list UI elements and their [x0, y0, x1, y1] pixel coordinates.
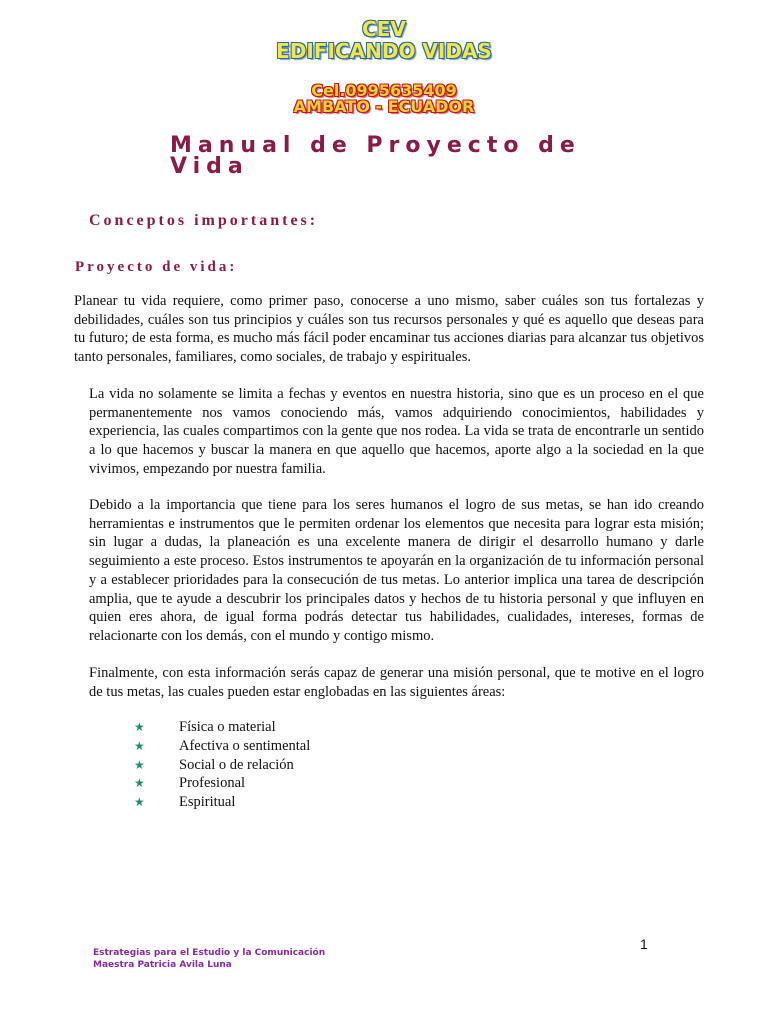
page-number: 1 — [640, 936, 648, 952]
list-item-label: Profesional — [179, 775, 246, 792]
star-icon: ★ — [134, 757, 145, 772]
contact-location: AMBATO - ECUADOR — [293, 97, 475, 116]
document-title-second-line: Vida — [170, 154, 249, 179]
footer-author: Maestra Patricia Avila Luna — [93, 960, 232, 970]
star-icon: ★ — [134, 776, 145, 791]
section-heading: Conceptos importantes: — [89, 212, 319, 229]
document-title-clipped-line — [170, 154, 249, 179]
list-item-label: Social o de relación — [179, 756, 294, 773]
list-item-label: Física o material — [179, 719, 276, 735]
paragraph-2: La vida no solamente se limita a fechas y eventos en nuestra historia, sino que es un proceso en el que permanentemente nos vamos conociendo más, vamos adquiriendo conocimientos, habilidades y experiencia, las cuales compartimos con la gente que nos rodea. La vida se trata de encontrarle un sentido a lo que hacemos y buscar la manera en que aquello que hacemos, aporte algo a la sociedad en la que vivimos, empezando por nuestra familia. — [89, 386, 704, 477]
logo-line-1: CEV — [362, 17, 406, 41]
star-icon: ★ — [134, 738, 145, 753]
logo-line-2: EDIFICANDO VIDAS — [276, 39, 492, 63]
star-icon: ★ — [134, 720, 145, 734]
paragraph-3: Debido a la importancia que tiene para los seres humanos el logro de sus metas, se han ido creando herramientas e instrumentos que le permiten ordenar los elementos que necesita para lograr esta misión; sin lugar a dudas, la planeación es una excelente manera de dirigir el desarrollo humano y darle seguimiento a este proceso. Estos instrumentos te apoyarán en la organización de tu información personal y a establecer prioridades para la consecución de tus metas. Lo anterior implica una tarea de descripción amplia, que te ayude a descubrir los principales datos y hechos de tu historia personal y que influyen en quien eres ahora, de igual forma podrás detectar tus habilidades, cualidades, intereses, formas de relacionarte con los demás, con el mundo y contigo mismo. — [89, 497, 704, 644]
document-title: Manual de Proyecto de — [170, 133, 581, 158]
paragraph-1: Planear tu vida requiere, como primer paso, conocerse a uno mismo, saber cuáles son tus fortalezas y debilidades, cuáles son tus principios y cuáles son tus recursos personales y qué es aquello que deseas para tu futuro; de esta forma, es mucho más fácil poder encaminar tus acciones diarias para alcanzar tus objetivos tanto personales, familiares, como sociales, de trabajo y espirituales. — [74, 293, 704, 366]
subheading: Proyecto de vida: — [75, 259, 238, 275]
star-icon: ★ — [134, 795, 145, 810]
contact-phone: Cel.0995635409 — [311, 81, 457, 100]
paragraph-4: Finalmente, con esta información serás capaz de generar una misión personal, que te motive en el logro de tus metas, las cuales pueden estar englobadas en las siguientes áreas: — [89, 665, 704, 700]
list-item-label: Espiritual — [179, 794, 236, 811]
list-item-label: Afectiva o sentimental — [179, 737, 311, 754]
footer-course: Estrategias para el Estudio y la Comunicación — [93, 948, 326, 958]
